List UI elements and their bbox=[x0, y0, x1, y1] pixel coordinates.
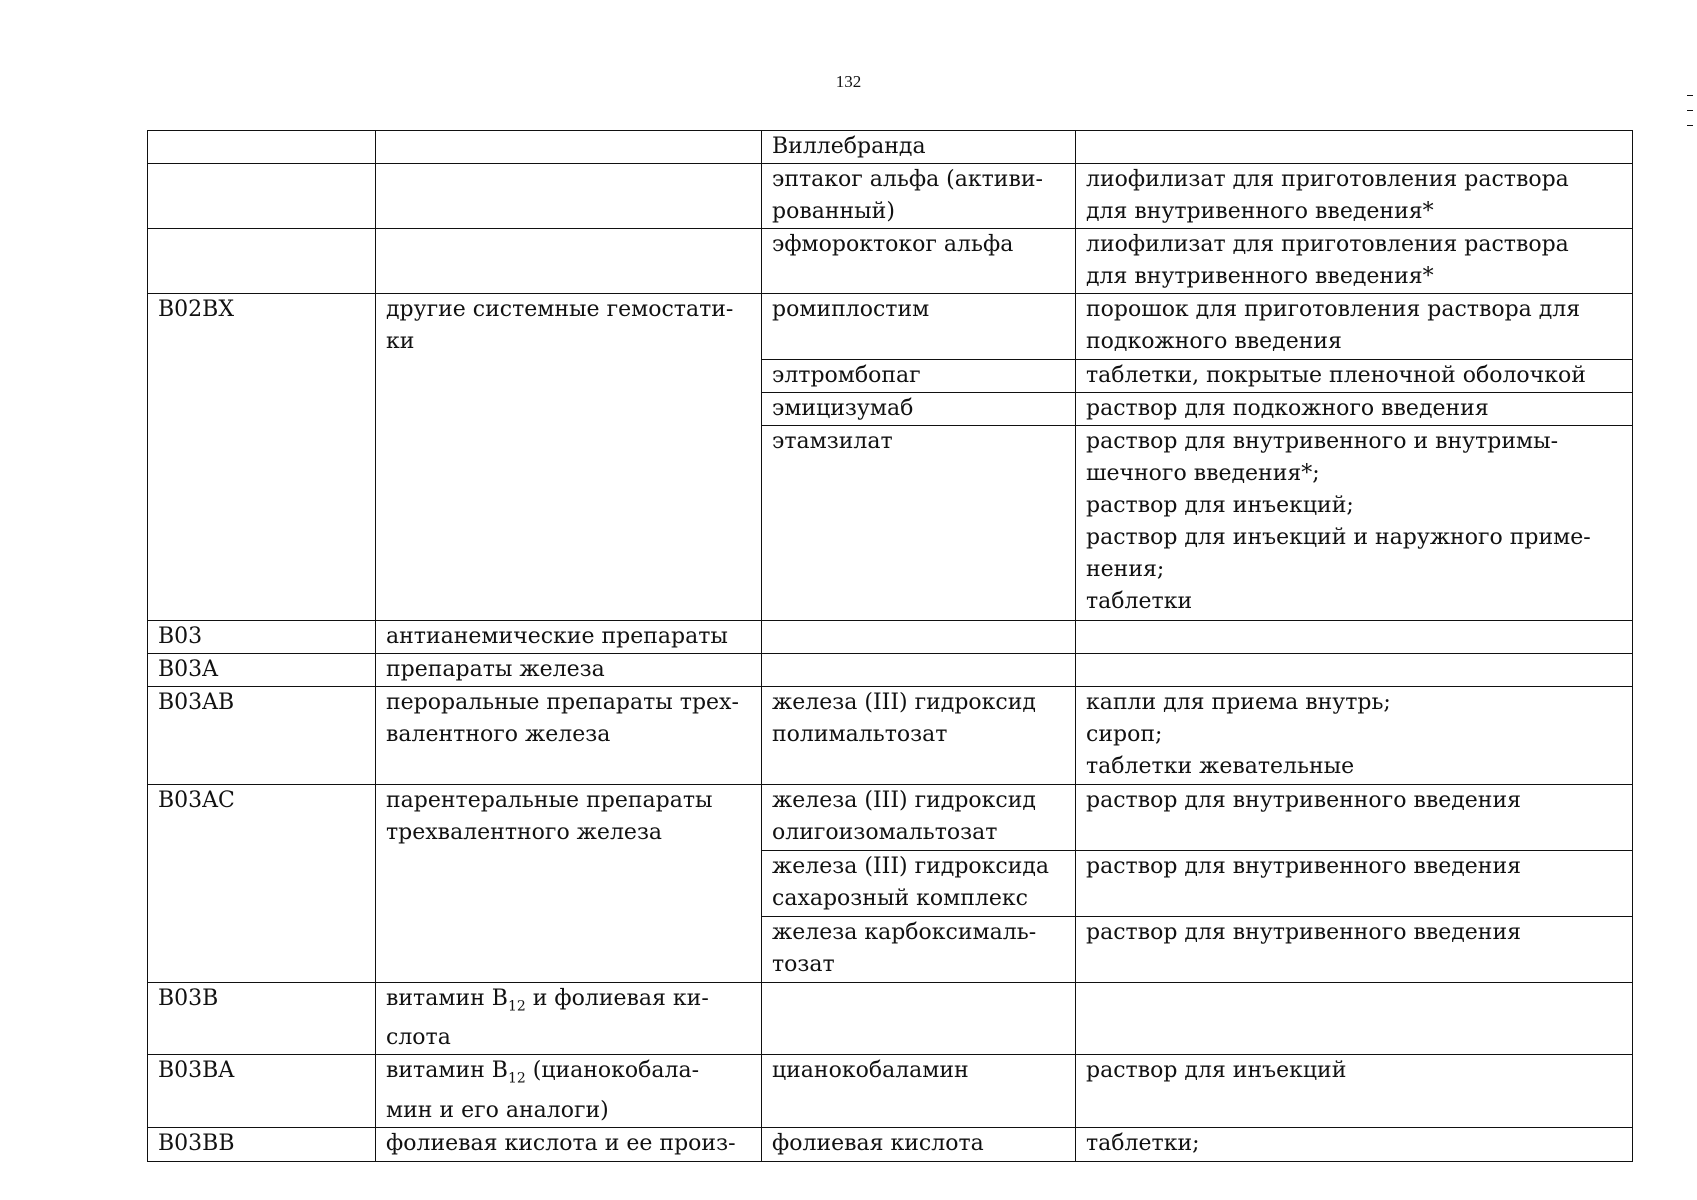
drug-name-cell: железа (III) гидроксид олигоизомальтозат bbox=[762, 785, 1076, 851]
dosage-form-cell: раствор для внутривенного введения bbox=[1076, 917, 1633, 983]
scan-edge-mark bbox=[1687, 95, 1693, 96]
atc-code-cell bbox=[148, 164, 376, 229]
group-text: витамин B bbox=[386, 986, 508, 1011]
table-row bbox=[148, 229, 1633, 294]
table-row bbox=[148, 1127, 1633, 1161]
atc-code-cell: B03 bbox=[148, 621, 376, 654]
drug-name-cell: эмицизумаб bbox=[762, 393, 1076, 426]
dosage-form-cell: раствор для внутривенного введения bbox=[1076, 851, 1633, 917]
dosage-form-cell bbox=[1076, 131, 1633, 164]
dosage-form-cell: раствор для внутривенного введения bbox=[1076, 785, 1633, 851]
atc-code-cell: B03B bbox=[148, 983, 376, 1055]
drug-name-cell: цианокобаламин bbox=[762, 1055, 1076, 1127]
group-subscript: 12 bbox=[507, 998, 526, 1015]
dosage-form-cell: раствор для подкожного введения bbox=[1076, 393, 1633, 426]
drug-name-cell: элтромбопаг bbox=[762, 360, 1076, 393]
dosage-form-cell: лиофилизат для приготовления раствора для внутривенного введения* bbox=[1076, 164, 1633, 229]
table-row bbox=[148, 621, 1633, 654]
atc-code-cell: B03BA bbox=[148, 1055, 376, 1127]
drug-table bbox=[147, 130, 1633, 1162]
group-cell bbox=[376, 1055, 762, 1127]
group-text: витамин B bbox=[386, 1058, 508, 1084]
drug-name-cell: эптаког альфа (активи- рованный) bbox=[762, 164, 1076, 229]
group-cell: фолиевая кислота и ее произ- bbox=[376, 1127, 762, 1161]
dosage-form-cell: раствор для инъекций bbox=[1076, 1055, 1633, 1127]
drug-name-cell: железа (III) гидроксида сахарозный комплекс bbox=[762, 851, 1076, 917]
dosage-form-cell: таблетки; bbox=[1076, 1127, 1633, 1161]
atc-code-cell: B03A bbox=[148, 654, 376, 687]
group-cell bbox=[376, 229, 762, 294]
drug-name-cell: этамзилат bbox=[762, 426, 1076, 621]
table-row bbox=[148, 294, 1633, 360]
drug-name-cell: Виллебранда bbox=[762, 131, 1076, 164]
atc-code-cell: B03AB bbox=[148, 687, 376, 785]
atc-code-cell: B03AC bbox=[148, 785, 376, 983]
drug-name-cell bbox=[762, 621, 1076, 654]
dosage-form-cell: порошок для приготовления раствора для подкожного введения bbox=[1076, 294, 1633, 360]
table-row bbox=[148, 687, 1633, 785]
scan-edge-mark bbox=[1687, 110, 1693, 111]
table-row bbox=[148, 654, 1633, 687]
dosage-form-cell: таблетки, покрытые пленочной оболочкой bbox=[1076, 360, 1633, 393]
group-cell: парентеральные препараты трехвалентного железа bbox=[376, 785, 762, 983]
table-row bbox=[148, 131, 1633, 164]
dosage-form-cell: лиофилизат для приготовления раствора для внутривенного введения* bbox=[1076, 229, 1633, 294]
table-row bbox=[148, 1055, 1633, 1127]
drug-name-cell: железа карбоксималь- тозат bbox=[762, 917, 1076, 983]
atc-code-cell bbox=[148, 131, 376, 164]
group-cell: антианемические препараты bbox=[376, 621, 762, 654]
table-row bbox=[148, 164, 1633, 229]
scan-edge-mark bbox=[1687, 125, 1693, 126]
drug-name-cell: эфмороктоког альфа bbox=[762, 229, 1076, 294]
group-cell: пероральные препараты трех- валентного железа bbox=[376, 687, 762, 785]
group-cell bbox=[376, 983, 762, 1055]
drug-name-cell: железа (III) гидроксид полимальтозат bbox=[762, 687, 1076, 785]
drug-name-cell: фолиевая кислота bbox=[762, 1127, 1076, 1161]
dosage-form-cell bbox=[1076, 983, 1633, 1055]
table-row bbox=[148, 983, 1633, 1055]
drug-name-cell bbox=[762, 983, 1076, 1055]
atc-code-cell bbox=[148, 229, 376, 294]
dosage-form-cell bbox=[1076, 654, 1633, 687]
group-cell: другие системные гемостати- ки bbox=[376, 294, 762, 621]
drug-name-cell: ромиплостим bbox=[762, 294, 1076, 360]
atc-code-cell: B02BX bbox=[148, 294, 376, 621]
group-cell: препараты железа bbox=[376, 654, 762, 687]
atc-code-cell: B03BB bbox=[148, 1127, 376, 1161]
group-text-rest: (цианокобала- мин и его аналоги) bbox=[386, 1058, 700, 1123]
page-number: 132 bbox=[835, 72, 862, 91]
drug-name-cell bbox=[762, 654, 1076, 687]
dosage-form-cell: раствор для внутривенного и внутримы- шечного введения*; раствор для инъекций; раствор для инъекций и наружного приме- нения; таблетки bbox=[1076, 426, 1633, 621]
table-row bbox=[148, 785, 1633, 851]
group-cell bbox=[376, 131, 762, 164]
group-subscript: 12 bbox=[507, 1070, 526, 1087]
group-text-rest: и фолиевая ки- слота bbox=[386, 986, 709, 1051]
group-cell bbox=[376, 164, 762, 229]
dosage-form-cell: капли для приема внутрь; сироп; таблетки жевательные bbox=[1076, 687, 1633, 785]
dosage-form-cell bbox=[1076, 621, 1633, 654]
